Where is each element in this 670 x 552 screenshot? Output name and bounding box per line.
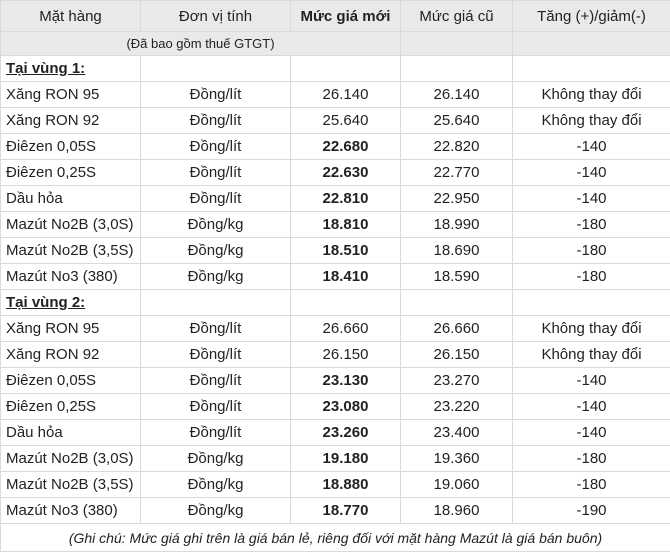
empty-cell xyxy=(513,56,670,82)
change-cell: Không thay đổi xyxy=(513,342,670,368)
product-name-cell: Xăng RON 95 xyxy=(1,316,141,342)
change-cell: -140 xyxy=(513,394,670,420)
unit-cell: Đồng/lít xyxy=(141,186,291,212)
new-price-cell: 22.810 xyxy=(291,186,401,212)
old-price-cell: 26.660 xyxy=(401,316,513,342)
footnote: (Ghi chú: Mức giá ghi trên là giá bán lẻ, riêng đối với mặt hàng Mazút là giá bán buôn) xyxy=(1,524,670,552)
table-row xyxy=(1,264,670,290)
product-name-cell: Xăng RON 95 xyxy=(1,82,141,108)
old-price-cell: 19.060 xyxy=(401,472,513,498)
table-row xyxy=(1,316,670,342)
unit-cell: Đồng/kg xyxy=(141,446,291,472)
table-body xyxy=(1,56,670,524)
table-row xyxy=(1,160,670,186)
new-price-cell: 18.410 xyxy=(291,264,401,290)
table-row xyxy=(1,238,670,264)
old-price-cell: 23.270 xyxy=(401,368,513,394)
change-cell: -140 xyxy=(513,420,670,446)
new-price-cell: 22.680 xyxy=(291,134,401,160)
product-name-cell: Mazút No2B (3,5S) xyxy=(1,238,141,264)
old-price-cell: 22.950 xyxy=(401,186,513,212)
unit-cell: Đồng/kg xyxy=(141,498,291,524)
header-empty-cell xyxy=(513,32,670,56)
change-cell: Không thay đổi xyxy=(513,82,670,108)
change-cell: -190 xyxy=(513,498,670,524)
new-price-cell: 26.150 xyxy=(291,342,401,368)
table-row xyxy=(1,446,670,472)
header-empty-cell xyxy=(401,32,513,56)
header-product: Mặt hàng xyxy=(1,1,141,32)
empty-cell xyxy=(141,290,291,316)
old-price-cell: 18.960 xyxy=(401,498,513,524)
table-row xyxy=(1,134,670,160)
table-row xyxy=(1,368,670,394)
new-price-cell: 26.140 xyxy=(291,82,401,108)
header-change: Tăng (+)/giảm(-) xyxy=(513,1,670,32)
empty-cell xyxy=(291,290,401,316)
old-price-cell: 25.640 xyxy=(401,108,513,134)
region-title: Tại vùng 1: xyxy=(1,56,141,82)
change-cell: -140 xyxy=(513,186,670,212)
empty-cell xyxy=(513,290,670,316)
empty-cell xyxy=(401,56,513,82)
new-price-cell: 19.180 xyxy=(291,446,401,472)
product-name-cell: Dầu hỏa xyxy=(1,420,141,446)
new-price-cell: 18.770 xyxy=(291,498,401,524)
header-old-price: Mức giá cũ xyxy=(401,1,513,32)
empty-cell xyxy=(401,290,513,316)
old-price-cell: 18.590 xyxy=(401,264,513,290)
empty-cell xyxy=(141,56,291,82)
region-header-row xyxy=(1,290,670,316)
product-name-cell: Xăng RON 92 xyxy=(1,342,141,368)
unit-cell: Đồng/lít xyxy=(141,108,291,134)
unit-cell: Đồng/lít xyxy=(141,394,291,420)
unit-cell: Đồng/lít xyxy=(141,134,291,160)
empty-cell xyxy=(291,56,401,82)
product-name-cell: Điêzen 0,25S xyxy=(1,160,141,186)
table-row xyxy=(1,212,670,238)
change-cell: -180 xyxy=(513,446,670,472)
table-row xyxy=(1,472,670,498)
old-price-cell: 23.220 xyxy=(401,394,513,420)
new-price-cell: 22.630 xyxy=(291,160,401,186)
product-name-cell: Điêzen 0,25S xyxy=(1,394,141,420)
unit-cell: Đồng/lít xyxy=(141,316,291,342)
unit-cell: Đồng/kg xyxy=(141,472,291,498)
old-price-cell: 26.150 xyxy=(401,342,513,368)
unit-cell: Đồng/kg xyxy=(141,264,291,290)
unit-cell: Đồng/lít xyxy=(141,342,291,368)
unit-cell: Đồng/lít xyxy=(141,420,291,446)
header-unit-note: (Đã bao gồm thuế GTGT) xyxy=(1,32,401,56)
old-price-cell: 18.990 xyxy=(401,212,513,238)
product-name-cell: Mazút No2B (3,0S) xyxy=(1,446,141,472)
new-price-cell: 25.640 xyxy=(291,108,401,134)
product-name-cell: Điêzen 0,05S xyxy=(1,134,141,160)
change-cell: -140 xyxy=(513,160,670,186)
region-title: Tại vùng 2: xyxy=(1,290,141,316)
unit-cell: Đồng/kg xyxy=(141,238,291,264)
product-name-cell: Mazút No2B (3,0S) xyxy=(1,212,141,238)
table-row xyxy=(1,82,670,108)
product-name-cell: Xăng RON 92 xyxy=(1,108,141,134)
change-cell: Không thay đổi xyxy=(513,316,670,342)
old-price-cell: 18.690 xyxy=(401,238,513,264)
change-cell: -180 xyxy=(513,238,670,264)
table-header xyxy=(1,1,670,56)
change-cell: -180 xyxy=(513,264,670,290)
table-row xyxy=(1,342,670,368)
change-cell: -180 xyxy=(513,212,670,238)
old-price-cell: 23.400 xyxy=(401,420,513,446)
product-name-cell: Điêzen 0,05S xyxy=(1,368,141,394)
header-unit: Đơn vị tính xyxy=(141,1,291,32)
new-price-cell: 18.510 xyxy=(291,238,401,264)
product-name-cell: Dầu hỏa xyxy=(1,186,141,212)
change-cell: -140 xyxy=(513,134,670,160)
table-row xyxy=(1,394,670,420)
new-price-cell: 18.810 xyxy=(291,212,401,238)
new-price-cell: 23.260 xyxy=(291,420,401,446)
new-price-cell: 26.660 xyxy=(291,316,401,342)
product-name-cell: Mazút No2B (3,5S) xyxy=(1,472,141,498)
table-row xyxy=(1,186,670,212)
change-cell: Không thay đổi xyxy=(513,108,670,134)
old-price-cell: 19.360 xyxy=(401,446,513,472)
new-price-cell: 23.080 xyxy=(291,394,401,420)
product-name-cell: Mazút No3 (380) xyxy=(1,498,141,524)
change-cell: -180 xyxy=(513,472,670,498)
table-row xyxy=(1,498,670,524)
region-header-row xyxy=(1,56,670,82)
header-new-price: Mức giá mới xyxy=(291,1,401,32)
unit-cell: Đồng/kg xyxy=(141,212,291,238)
table-row xyxy=(1,108,670,134)
unit-cell: Đồng/lít xyxy=(141,368,291,394)
table-row xyxy=(1,420,670,446)
unit-cell: Đồng/lít xyxy=(141,82,291,108)
unit-cell: Đồng/lít xyxy=(141,160,291,186)
new-price-cell: 18.880 xyxy=(291,472,401,498)
old-price-cell: 22.820 xyxy=(401,134,513,160)
change-cell: -140 xyxy=(513,368,670,394)
old-price-cell: 22.770 xyxy=(401,160,513,186)
new-price-cell: 23.130 xyxy=(291,368,401,394)
product-name-cell: Mazút No3 (380) xyxy=(1,264,141,290)
old-price-cell: 26.140 xyxy=(401,82,513,108)
